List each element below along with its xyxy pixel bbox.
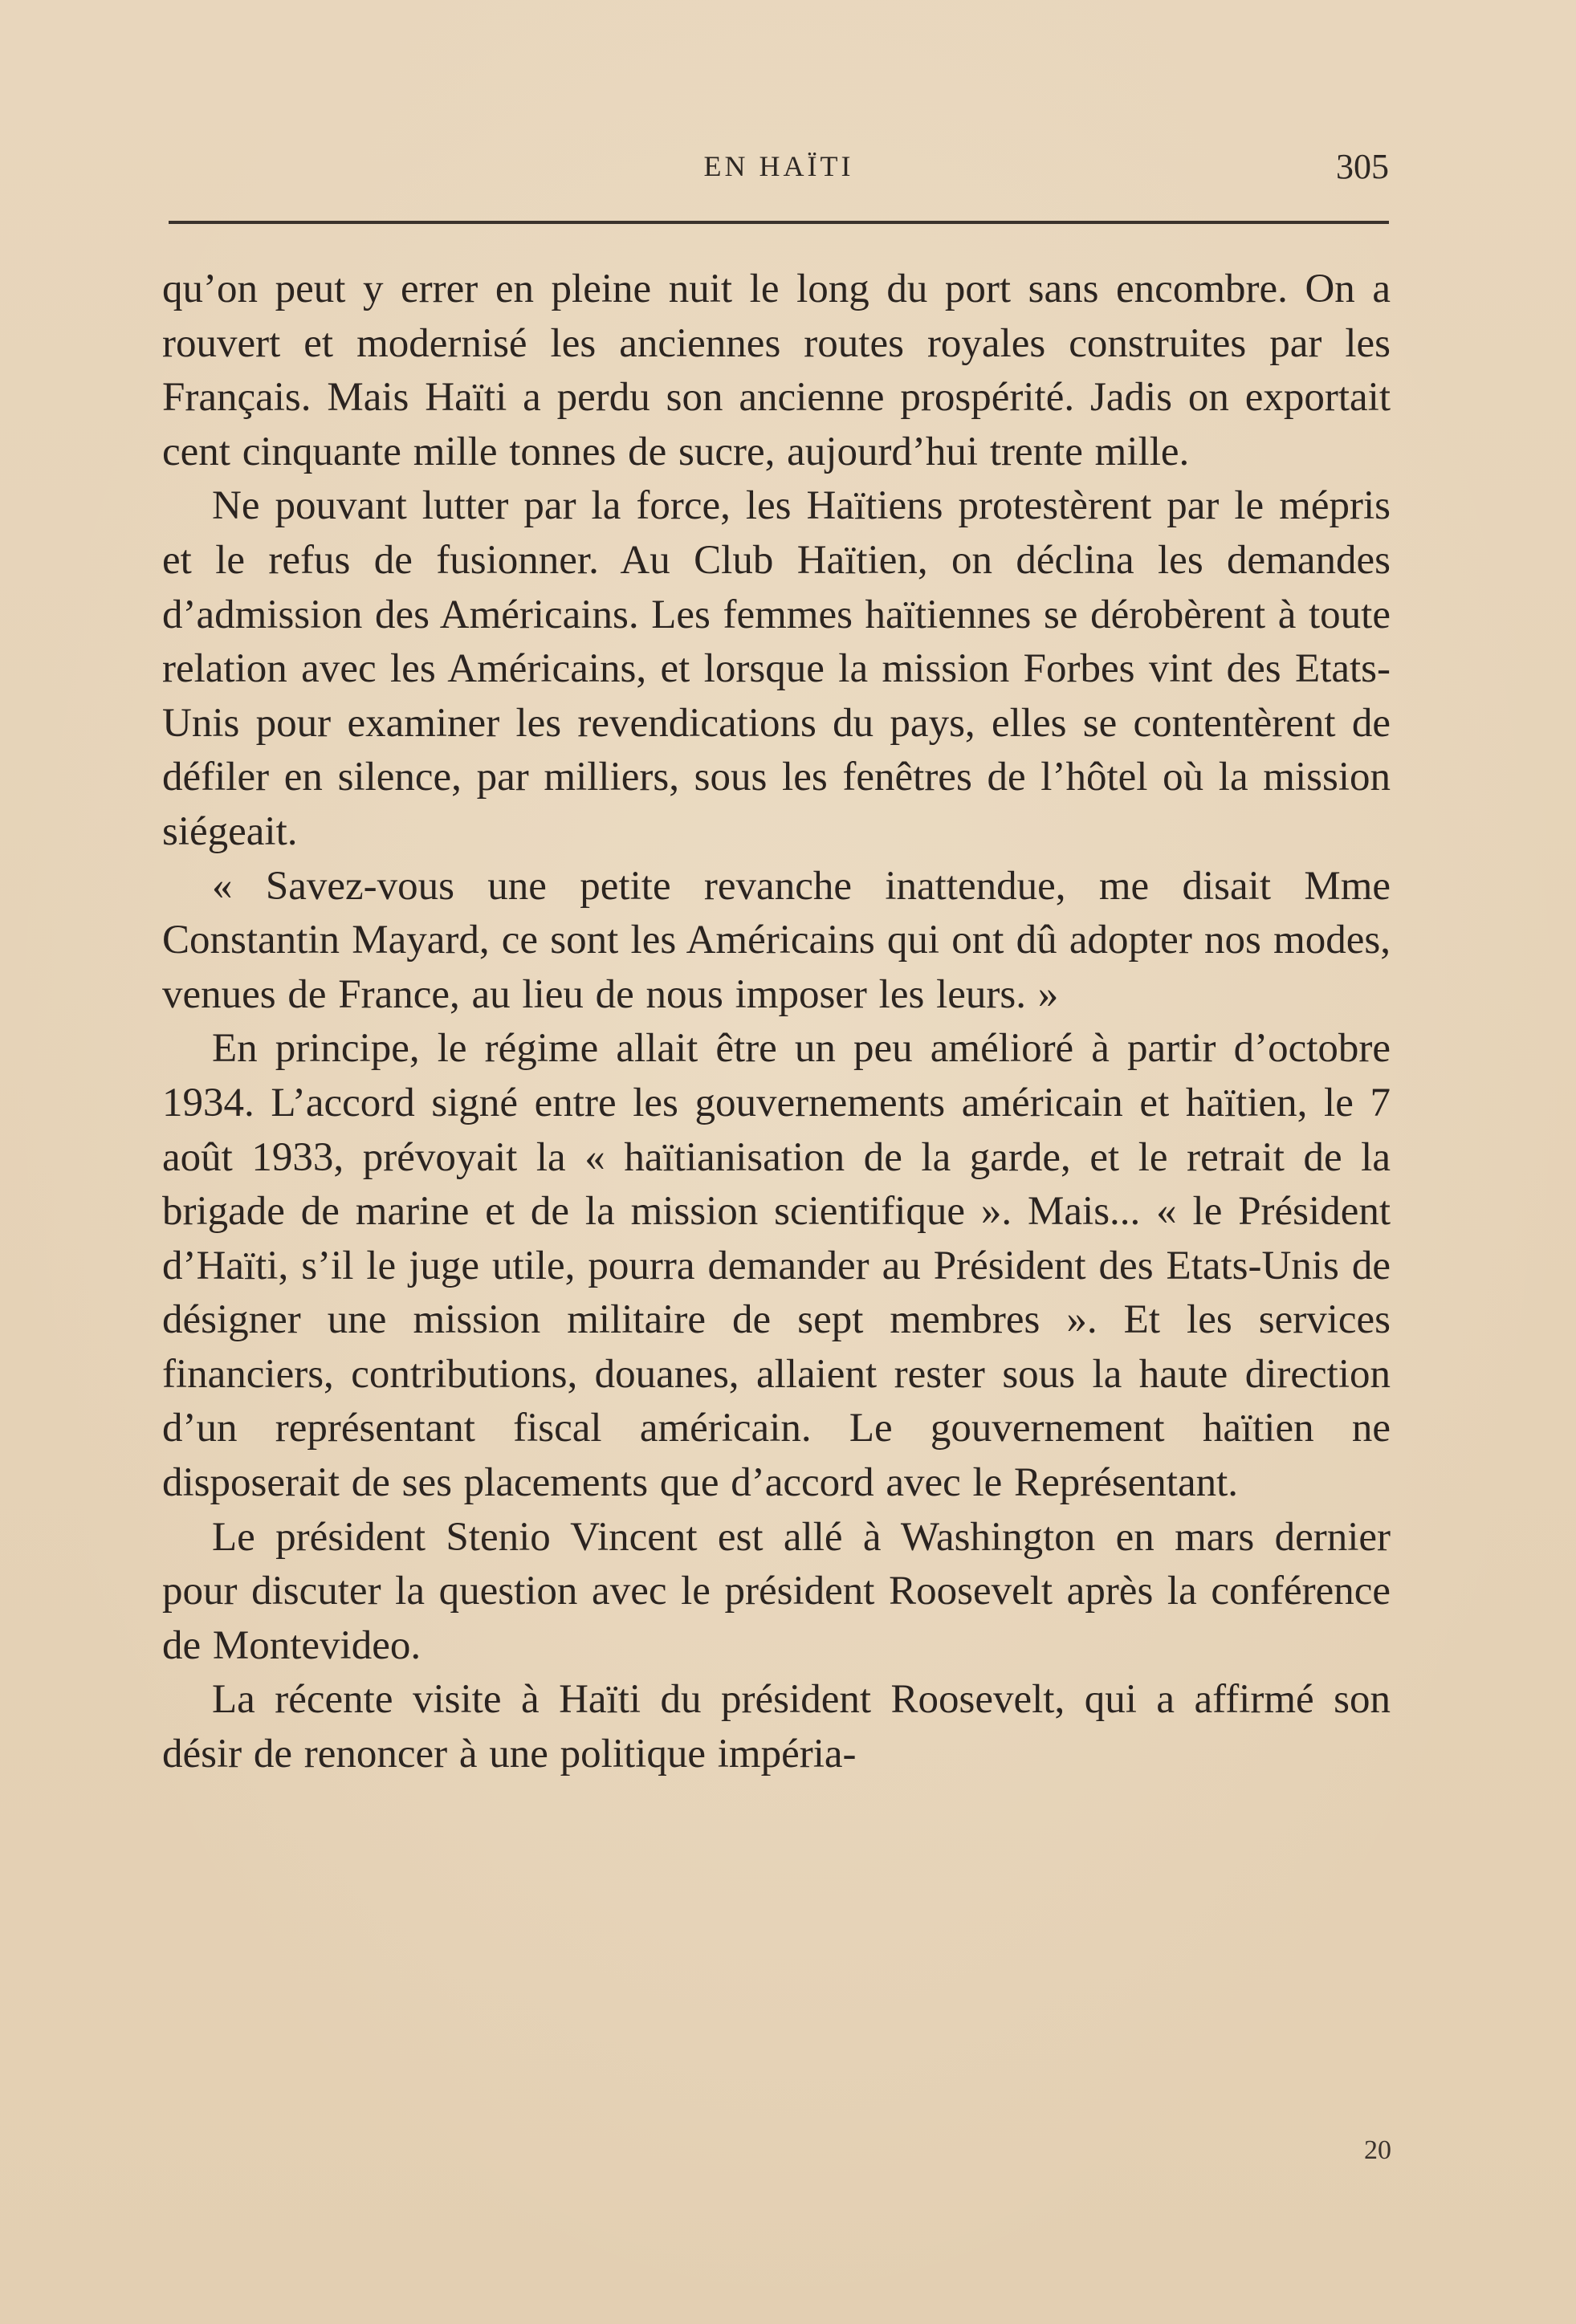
paragraph-3: « Savez-vous une petite revanche inattendue, me disait Mme Constantin Mayard, ce sont les Américains qui ont dû adopter nos modes, venues de France, au lieu de nous imposer les leurs. »: [162, 863, 1391, 1017]
page-number: 305: [1336, 147, 1389, 186]
running-title: EN HAÏTI: [703, 150, 854, 182]
paragraph-5: Le président Stenio Vincent est allé à Washington en mars dernier pour discuter la question avec le président Roosevelt après la conférence de Montevideo.: [162, 1514, 1391, 1668]
paragraph-1: qu’on peut y errer en pleine nuit le long du port sans encombre. On a rouvert et modernisé les anciennes routes royales construites par les Français. Mais Haïti a perdu son ancienne prospérité. Jadis on exportait cent cinquante mille tonnes de sucre, aujourd’hui trente mille.: [162, 267, 1391, 474]
paragraph-6: La récente visite à Haïti du président Roosevelt, qui a affirmé son désir de renoncer à une politique impéria-: [162, 1677, 1391, 1777]
header-rule: [169, 221, 1389, 224]
paragraph-2: Ne pouvant lutter par la force, les Haïtiens protestèrent par le mépris et le refus de fusionner. Au Club Haïtien, on déclina les demandes d’admission des Américains. Les femmes haïtiennes se dérobèrent à toute relation avec les Américains, et lorsque la mission Forbes vint des Etats-Unis pour examiner les revendications du pays, elles se contentèrent de défiler en silence, par milliers, sous les fenêtres de l’hôtel où la mission siégeait.: [162, 483, 1391, 854]
paragraph-4: En principe, le régime allait être un peu amélioré à partir d’octobre 1934. L’accord signé entre les gouvernements américain et haïtien, le 7 août 1933, prévoyait la « haïtianisation de la garde, et le retrait de la brigade de marine et de la mission scientifique ». Mais... « le Président d’Haïti, s’il le juge utile, pourra demander au Président des Etats-Unis de désigner une mission militaire de sept membres ». Et les services financiers, contributions, douanes, allaient rester sous la haute direction d’un représentant fiscal américain. Le gouvernement haïtien ne disposerait de ses placements que d’accord avec le Représentant.: [162, 1026, 1391, 1506]
body-text: [162, 263, 1391, 1782]
signature-mark: 20: [1364, 2135, 1391, 2165]
running-head: [169, 149, 1389, 191]
